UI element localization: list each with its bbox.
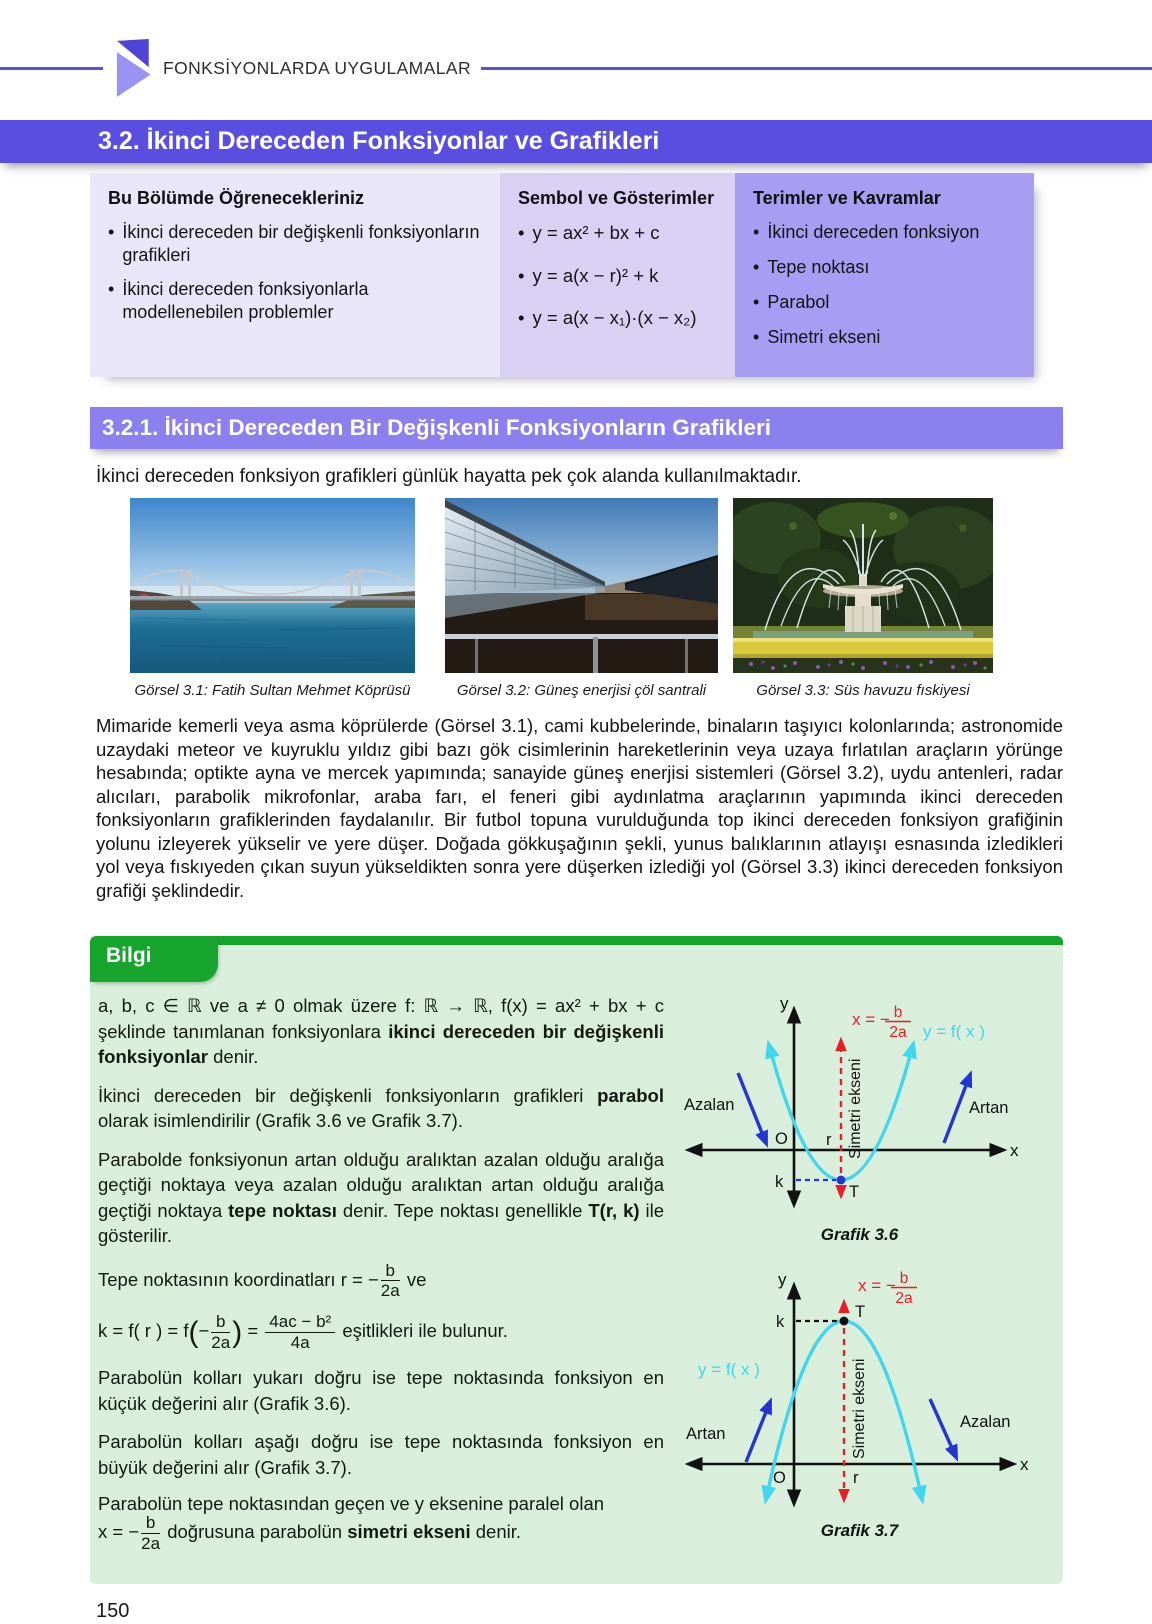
symmetry-equation-den: 2a [894,1290,913,1307]
fraction: $\frac{b}{2a}$ [141,1513,161,1554]
bilgi-paragraph-symmetry: Parabolün tepe noktasından geçen ve y eksenine paralel olan x = − $\frac{b}{2a}$ doğrusuna parabolün simetri ekseni denir. [98,1493,605,1554]
intro-sentence: İkinci dereceden fonksiyon grafikleri günlük hayatta pek çok alanda kullanılmaktadır. [96,466,802,488]
figure-caption: Görsel 3.3: Süs havuzu fıskiyesi [756,682,970,700]
list-item [753,221,1018,244]
bilgi-graphs-column [664,993,1055,1566]
symmetry-equation-den: 2a [888,1024,907,1041]
bilgi-paragraph: Parabolün kolları yukarı doğru ise tepe noktasında fonksiyon en küçük değerini alır (Grafik 3.6). [98,1367,664,1414]
symmetry-equation-num: b [899,1270,908,1287]
header-rule-left [0,67,103,70]
bullet-icon: • [753,257,760,278]
chapter-header [0,42,1152,94]
k-label: k [774,1173,783,1191]
section-banner [0,120,1152,163]
bilgi-box [90,936,1063,1584]
right-paren: ) [232,1316,243,1350]
function-label: y = f( x ) [922,1022,985,1041]
axis-label-y: y [777,1270,786,1289]
list-item-label: Tepe noktası [767,257,870,278]
list-item [753,326,1018,349]
chapter-title: FONKSİYONLARDA UYGULAMALAR [163,57,471,78]
page-number: 150 [96,1600,130,1623]
fraction: $\frac{\text{4ac − b²}}{4a}$ [265,1313,335,1352]
list-item [518,221,719,245]
bullet-icon: • [518,264,525,286]
graph-caption: Grafik 3.6 [820,1225,899,1244]
bilgi-body [90,945,1063,1584]
symmetry-axis-label: Simetri ekseni [846,1058,864,1159]
list-item [753,256,1018,279]
body-paragraph: Mimaride kemerli veya asma köprülerde (Görsel 3.1), cami kubbelerinde, binaların taşıyıcı kolonlarında; astronomide uzaydaki meteor ve kuyruklu yıldız gibi bazı gök cisimlerinin hareketlerinin veya uzaya fırlatılan araçların yörünge hesabında; optikte ayna ve mercek yapımında; sanayide güneş enerjisi sistemleri (Görsel 3.2), uydu antenleri, radar alıcıları, parabolik mikrofonlar, araba farı, el feneri gibi aydınlatma araçlarının yapımında ikinci dereceden fonksiyonların grafiklerinden faydalanılır. Bir futbol topuna vurulduğunda top ikinci dereceden fonksiyon grafiğinin yolunu izleyerek yükselir ve yere düşer. Doğada gökkuşağının şekli, yunus balıklarının atlayışı esnasında izledikleri yol veya fıskıyeden çıkan suyun yükseldikten sonra yere düşerken izlediği yol (Görsel 3.3) ikinci dereceden fonksiyon grafiği şeklindedir. [96,715,1063,901]
list-item [753,291,1018,314]
info-col-symbols [500,173,735,377]
photo-fountain [733,498,993,673]
info-col-title: Bu Bölümde Öğrenecekleriniz [108,188,365,208]
chapter-logo-icon [105,39,155,97]
list-item [518,306,719,330]
left-paren: ( [188,1316,199,1350]
axis-label-y: y [779,995,788,1013]
bilgi-text-column [98,993,664,1566]
bullet-icon: • [108,222,115,242]
decreasing-label: Azalan [959,1413,1010,1431]
fraction: $\frac{b}{2a}$ [211,1312,231,1353]
bilgi-paragraph: a, b, c ∈ ℝ ve a ≠ 0 olmak üzere f: ℝ → ℝ, f(x) = ax² + bx + c şeklinde tanımlanan fonksiyonlara ikinci dereceden bir değişkenli fonksiyonlar denir. [98,995,664,1068]
increasing-label: Artan [685,1425,725,1443]
figure-bridge [130,498,415,699]
symmetry-axis-label: Simetri ekseni [850,1358,868,1459]
bullet-icon: • [108,279,115,300]
list-item [108,278,484,324]
formula: y = ax² + bx + c [532,222,660,243]
axis-label-x: x [1009,1141,1018,1160]
k-label: k [775,1313,784,1331]
r-label: r [825,1131,831,1149]
header-rule-right [481,67,1152,70]
list-item-label: İkinci dereceden fonksiyon [767,222,980,242]
list-item-label: İkinci dereceden bir değişkenli fonksiyonların grafikleri [122,222,480,266]
increasing-label: Artan [968,1099,1008,1117]
list-item-label: Parabol [767,292,830,313]
bullet-icon: • [753,222,760,242]
section-title: 3.2. İkinci Dereceden Fonksiyonlar ve Grafikleri [98,127,660,155]
figure-fountain [733,498,993,699]
list-item [108,221,484,267]
info-col-learnings [90,173,500,377]
info-col-terms [735,173,1034,377]
figure-caption: Görsel 3.2: Güneş enerjisi çöl santrali [456,682,707,700]
r-label: r [852,1469,858,1487]
bilgi-formula-k: k = f( r ) = f(− $\frac{b}{2a}$ ) = $\frac{\text{4ac − b²}}{4a}$ eşitlikleri ile bulunur. [98,1312,508,1353]
list-item-label: İkinci dereceden fonksiyonlarla modellenebilen problemler [122,279,369,323]
photo-bridge [130,498,415,673]
subsection-banner [90,407,1063,449]
photo-solar-plant [445,498,718,673]
graph-parabola-down [674,1269,1046,1519]
subsection-title: 3.2.1. İkinci Dereceden Bir Değişkenli Fonksiyonların Grafikleri [102,415,772,441]
bullet-icon: • [753,327,760,348]
graph-caption: Grafik 3.7 [820,1521,899,1540]
graph-parabola-up [674,995,1046,1223]
bilgi-top-bar [90,936,1063,945]
info-col-title: Terimler ve Kavramlar [753,188,941,208]
bilgi-paragraph: Parabolün kolları aşağı doğru ise tepe noktasında fonksiyon en büyük değerini alır (Grafik 3.7). [98,1431,664,1478]
figure-caption: Görsel 3.1: Fatih Sultan Mehmet Köprüsü [134,682,411,700]
figures-row [130,498,1063,699]
axis-label-x: x [1019,1455,1028,1474]
formula: y = a(x − x₁)·(x − x₂) [532,307,697,329]
bilgi-paragraph: Parabolde fonksiyonun artan olduğu aralıktan azalan olduğu aralığa geçtiği noktaya veya azalan olduğu aralıktan artan olduğu aralığa geçtiği noktaya tepe noktası denir. Tepe noktası genellikle T(r, k) ile gösterilir. [98,1148,664,1247]
vertex-label: T [848,1183,859,1201]
symmetry-equation-num: b [893,1004,902,1021]
bilgi-label: Bilgi [106,944,152,967]
symmetry-equation: x = − [857,1276,896,1295]
bilgi-paragraph: İkinci dereceden bir değişkenli fonksiyonların grafikleri parabol olarak isimlendirilir (Grafik 3.6 ve Grafik 3.7). [98,1084,664,1132]
list-item [518,264,719,288]
bilgi-tab [90,936,218,982]
bilgi-formula-r: Tepe noktasının koordinatları r = − $\frac{b}{2a}$ ve [98,1260,427,1301]
symmetry-equation: x = − [851,1010,890,1029]
info-col-title: Sembol ve Gösterimler [518,188,715,208]
origin-label: O [772,1469,786,1487]
bullet-icon: • [753,292,760,313]
formula: y = a(x − r)² + k [532,264,659,286]
bullet-icon: • [518,307,525,329]
list-item-label: Simetri ekseni [767,327,881,348]
fraction: $\frac{b}{2a}$ [380,1260,400,1301]
function-label: y = f( x ) [697,1360,760,1379]
vertex-label: T [854,1303,865,1321]
figure-solar-plant [445,498,718,699]
origin-label: O [774,1130,788,1148]
chapter-info-table [90,173,1034,377]
bullet-icon: • [518,222,525,243]
decreasing-label: Azalan [683,1096,734,1114]
